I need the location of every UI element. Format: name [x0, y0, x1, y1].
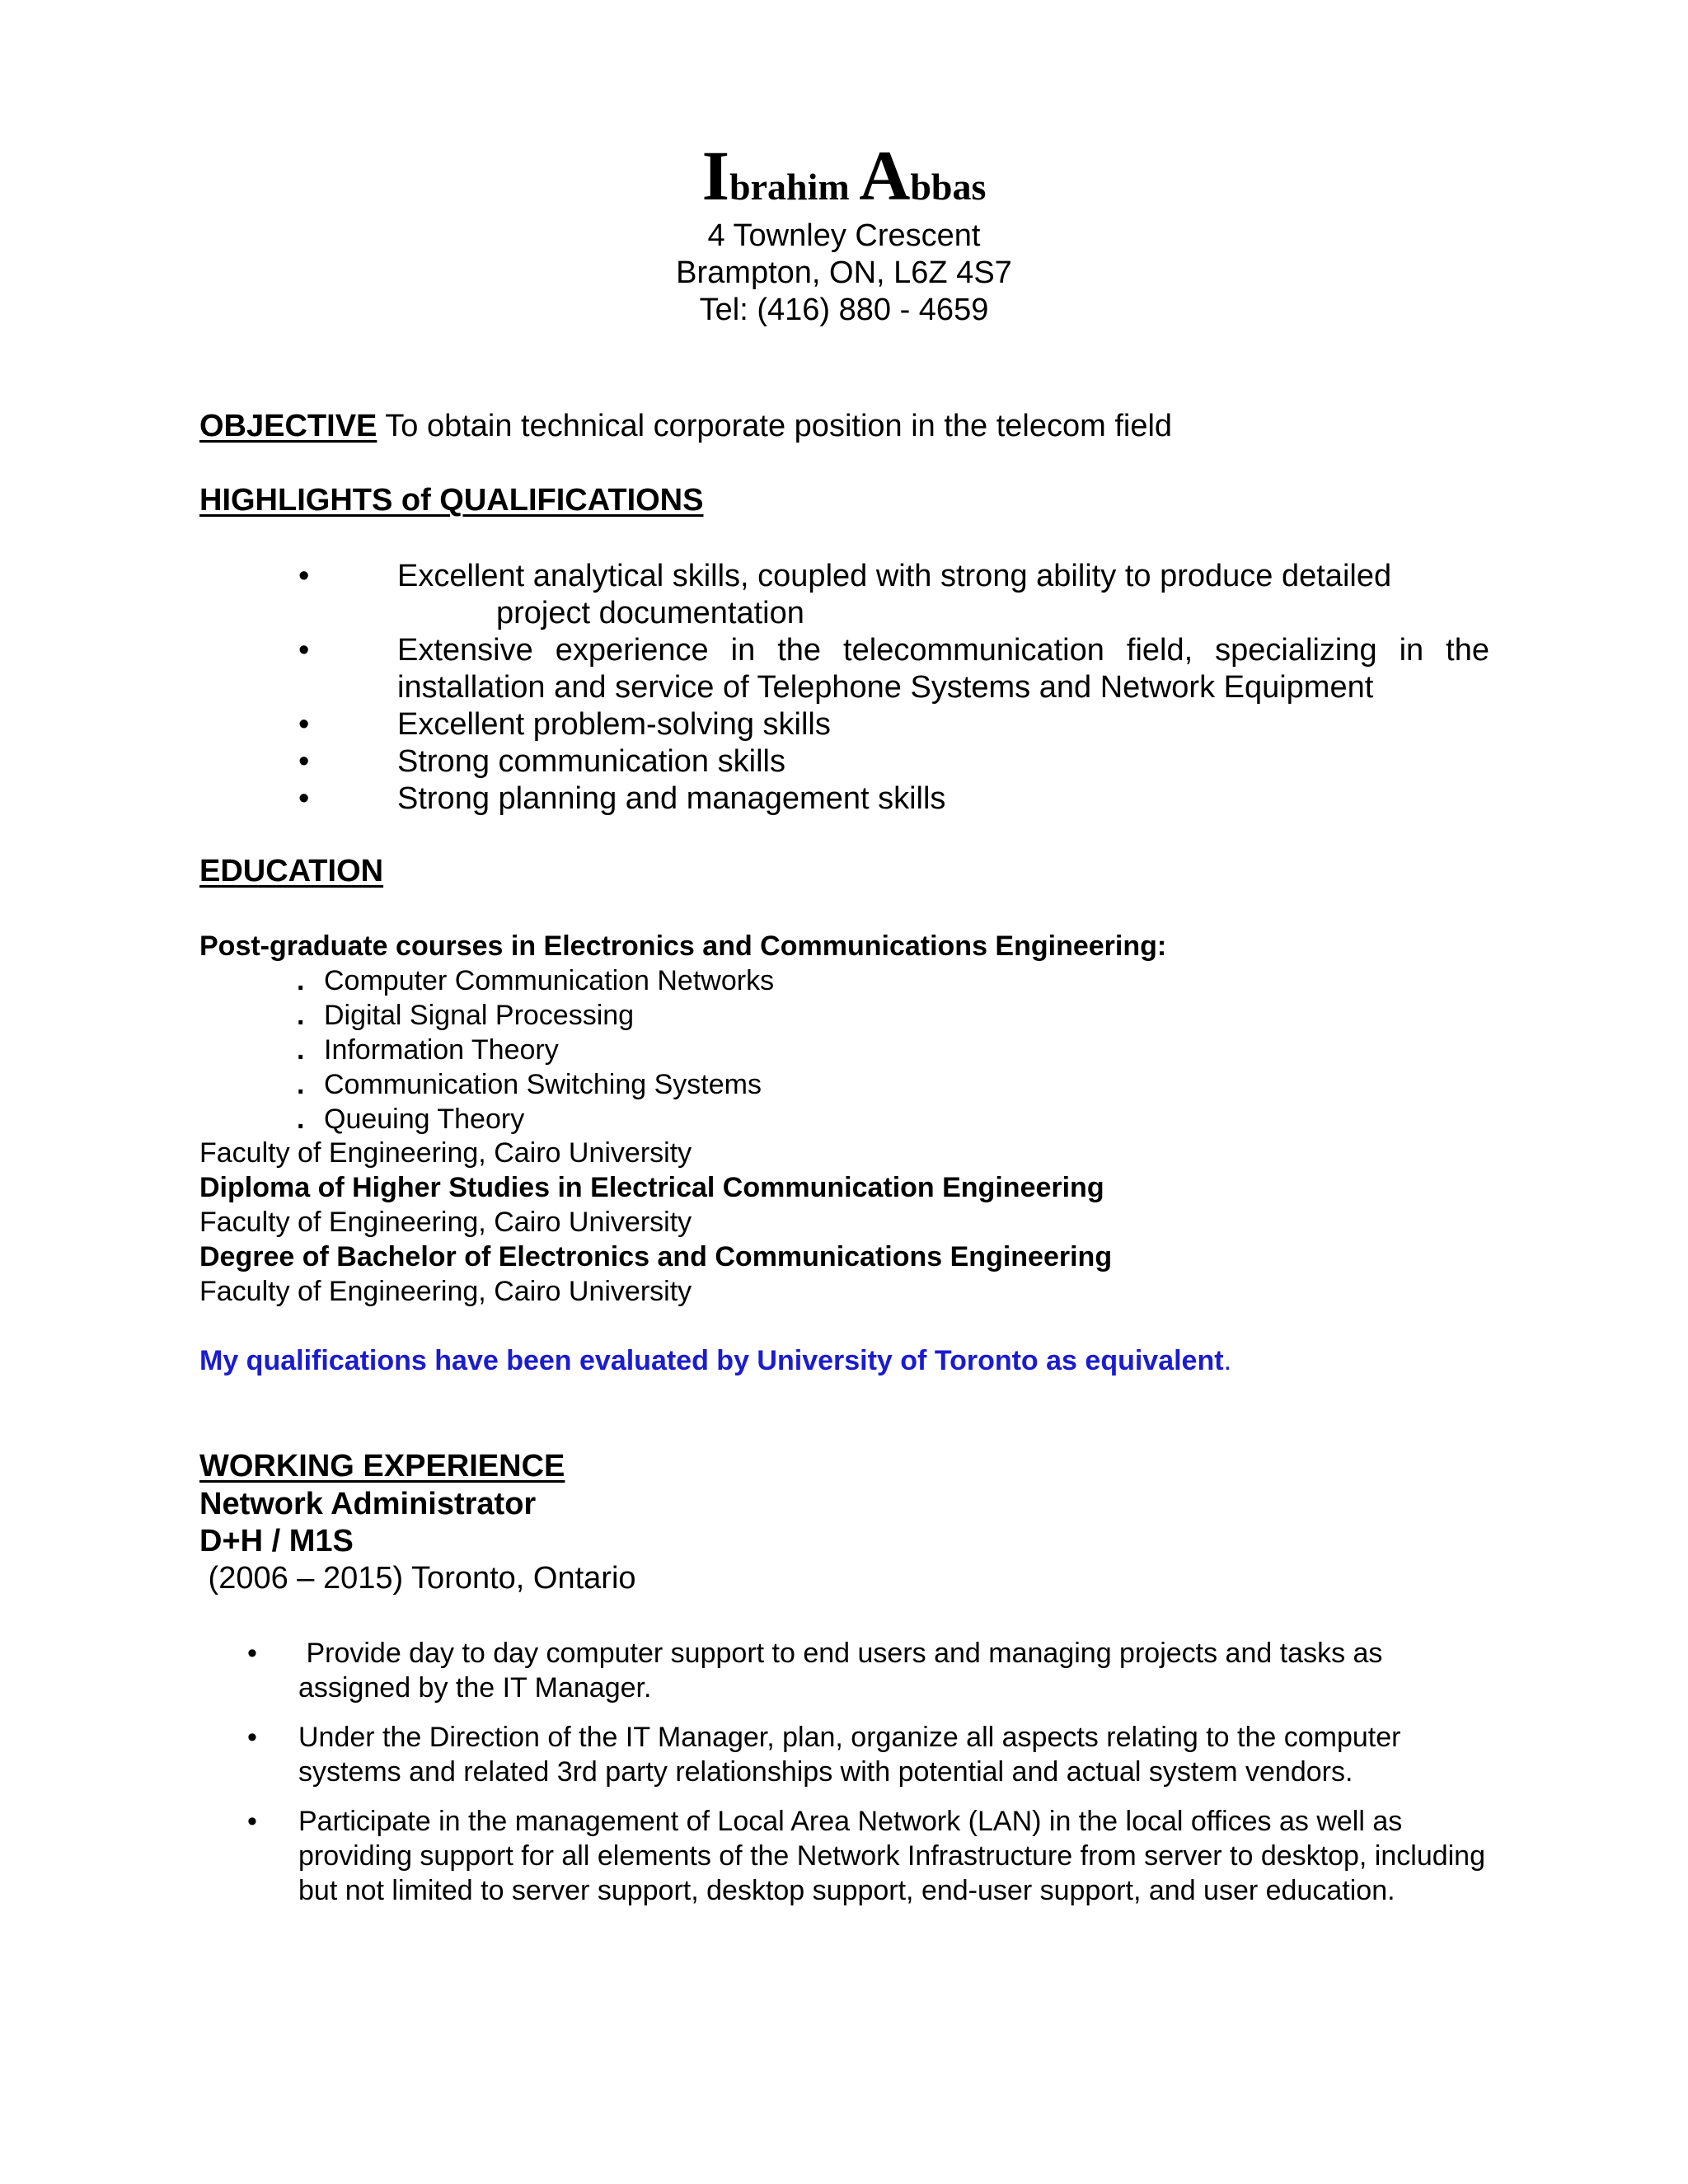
dot-bullet-icon: . — [297, 1104, 305, 1135]
degree-title: Degree of Bachelor of Electronics and Communications Engineering — [199, 1241, 1113, 1272]
course-list — [297, 963, 774, 1137]
work-heading: WORKING EXPERIENCE — [199, 1449, 565, 1483]
telephone — [0, 292, 1688, 329]
list-item: . Computer Communication Networks — [297, 965, 775, 996]
bullet-icon: • — [298, 744, 310, 779]
list-item: . Communication Switching Systems — [297, 1069, 762, 1100]
dot-bullet-icon: . — [297, 965, 305, 996]
diploma-school: Faculty of Engineering, Cairo University — [199, 1207, 692, 1238]
telephone-label: Tel: — [699, 293, 748, 327]
list-item: • Strong planning and management skills — [298, 781, 946, 816]
job-title: Network Administrator — [199, 1487, 537, 1521]
list-item: . Information Theory — [297, 1034, 559, 1066]
bullet-icon: • — [247, 1806, 257, 1837]
objective-section — [199, 408, 1172, 445]
bullet-icon: • — [298, 707, 310, 742]
list-item: • Provide day to day computer support to end users and managing projects and tasks as assigned by the IT Manager. — [247, 1638, 1390, 1704]
list-item: . Digital Signal Processing — [297, 1000, 635, 1031]
list-item: • Excellent analytical skills, coupled with strong ability to produce detailed project documentation — [298, 559, 1392, 630]
dot-bullet-icon: . — [297, 1034, 305, 1066]
address-line-1: 4 Townley Crescent — [707, 218, 981, 253]
highlights-heading: HIGHLIGHTS of QUALIFICATIONS — [199, 483, 704, 518]
company-name: D+H / M1S — [199, 1524, 354, 1558]
dot-bullet-icon: . — [297, 1000, 305, 1031]
resume-header — [0, 136, 1688, 329]
evaluation-note: My qualifications have been evaluated by University of Toronto as equivalent. — [199, 1345, 1232, 1376]
objective-text: To obtain technical corporate position in the telecom field — [385, 409, 1173, 443]
postgrad-school: Faculty of Engineering, Cairo University — [199, 1137, 692, 1169]
list-item: • Strong communication skills — [298, 744, 785, 779]
degree-school: Faculty of Engineering, Cairo University — [199, 1276, 692, 1307]
bullet-icon: • — [298, 559, 310, 593]
list-item: • Under the Direction of the IT Manager, plan, organize all aspects relating to the computer systems and related 3rd party relationships with potential and actual system vendors. — [247, 1722, 1401, 1788]
list-item: • Excellent problem-solving skills — [298, 707, 831, 742]
diploma-title: Diploma of Higher Studies in Electrical Communication Engineering — [199, 1172, 1104, 1203]
list-item: • Participate in the management of Local Area Network (LAN) in the local offices as well as providing support for all elements of the Network Infrastructure from server to desktop, including but not limited to server support, desktop support, end-user support, and user education. — [247, 1806, 1486, 1906]
address-line-2: Brampton, ON, L6Z 4S7 — [676, 255, 1012, 290]
bullet-icon: • — [247, 1638, 257, 1669]
objective-heading: OBJECTIVE — [199, 409, 377, 443]
telephone-value: (416) 880 - 4659 — [757, 293, 989, 327]
job-period: (2006 – 2015) Toronto, Ontario — [199, 1561, 636, 1596]
bullet-icon: • — [247, 1722, 257, 1753]
list-item: . Queuing Theory — [297, 1104, 525, 1135]
postgrad-title: Post-graduate courses in Electronics and Communications Engineering: — [199, 930, 1167, 962]
bullet-icon: • — [298, 781, 310, 816]
applicant-name: Ibrahim Abbas — [701, 136, 987, 215]
highlights-list — [298, 558, 1489, 818]
education-heading: EDUCATION — [199, 854, 384, 888]
work-duties-list — [247, 1636, 1492, 1923]
list-item: • Extensive experience in the telecommunication field, specializing in the installation and service of Telephone Systems and Network Equipment — [298, 633, 1489, 705]
bullet-icon: • — [298, 633, 310, 668]
dot-bullet-icon: . — [297, 1069, 305, 1100]
